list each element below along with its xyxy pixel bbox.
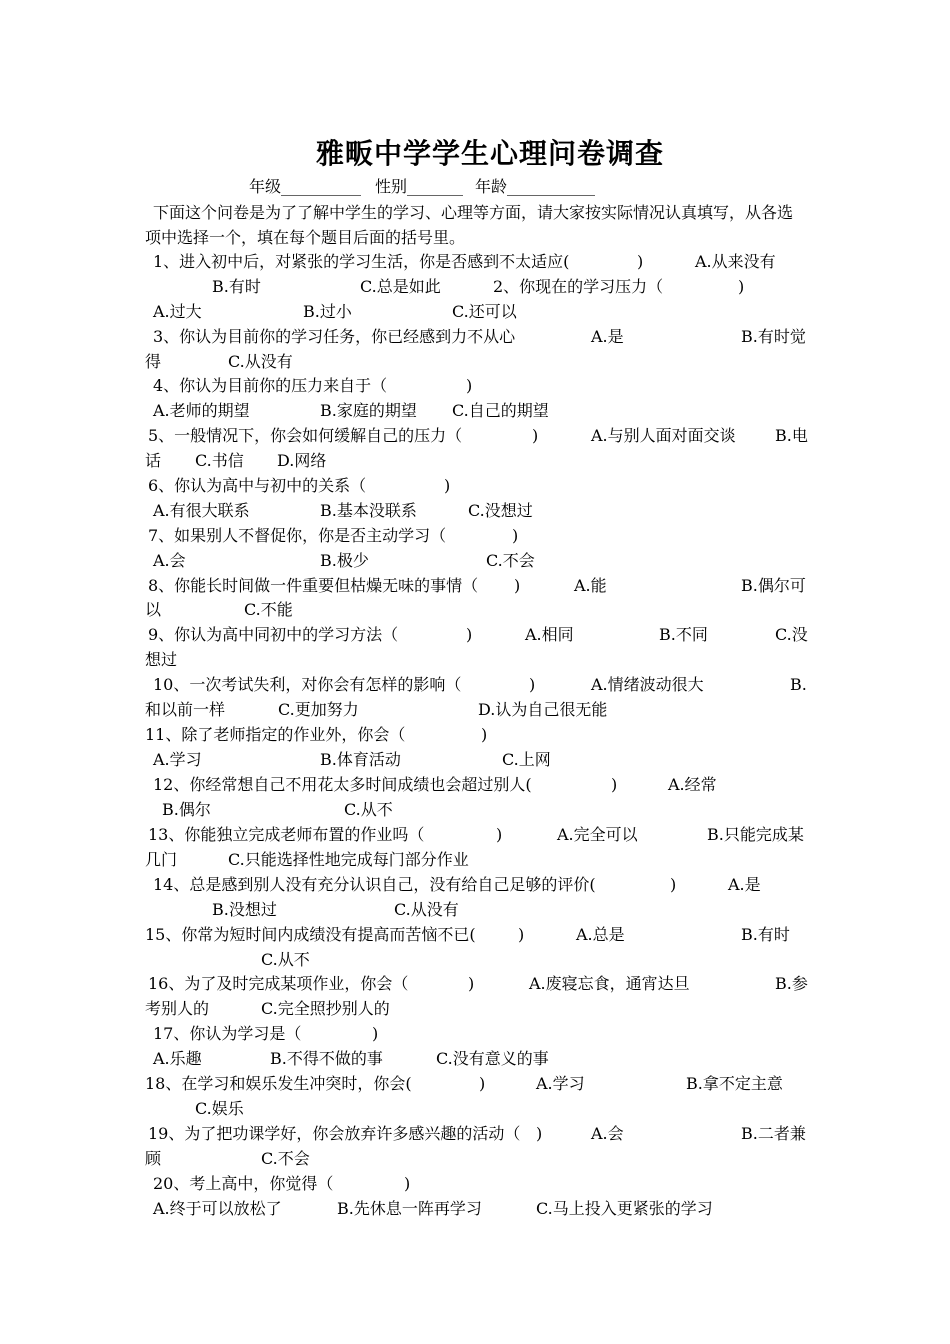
question-9-option-b: B.不同 <box>659 625 708 644</box>
question-3-option-a: A.是 <box>591 327 624 346</box>
question-6: 6、你认为高中与初中的关系（ <box>148 476 367 495</box>
question-16-option-b-cont: 考别人的 <box>145 999 210 1018</box>
question-16-option-b: B.参 <box>775 974 808 993</box>
question-1-paren: ) <box>637 252 644 271</box>
question-15-option-c: C.从不 <box>261 950 310 969</box>
question-16: 16、为了及时完成某项作业，你会（ <box>148 974 409 993</box>
question-13-option-b: B.只能完成某 <box>707 825 804 844</box>
question-14-option-b: B.没想过 <box>212 900 277 919</box>
question-16-paren: ) <box>468 974 475 993</box>
question-2-option-b: B.过小 <box>303 302 352 321</box>
question-12-option-c: C.从不 <box>344 800 393 819</box>
page-title: 雅畈中学学生心理问卷调查 <box>315 137 664 170</box>
question-4-option-c: C.自己的期望 <box>452 401 549 420</box>
question-20-option-b: B.先休息一阵再学习 <box>337 1199 482 1218</box>
question-17-option-c: C.没有意义的事 <box>436 1049 549 1068</box>
question-7-paren: ) <box>512 526 519 545</box>
question-11: 11、除了老师指定的作业外，你会（ <box>145 725 406 744</box>
question-5: 5、一般情况下，你会如何缓解自己的压力（ <box>148 426 463 445</box>
question-18-paren: ) <box>479 1074 486 1093</box>
question-18-option-b: B.拿不定主意 <box>686 1074 783 1093</box>
question-4-paren: ) <box>466 376 473 395</box>
question-10-paren: ) <box>529 675 536 694</box>
question-10-option-b-cont: 和以前一样 <box>145 700 226 719</box>
question-5-option-b-cont: 话 <box>145 451 162 470</box>
question-12-paren: ) <box>611 775 618 794</box>
question-8-option-c: C.不能 <box>244 600 293 619</box>
question-6-paren: ) <box>444 476 451 495</box>
question-13-option-c: C.只能选择性地完成每门部分作业 <box>228 850 469 869</box>
question-9-option-a: A.相同 <box>525 625 574 644</box>
question-11-option-a: A.学习 <box>153 750 202 769</box>
question-8-option-b: B.偶尔可 <box>741 576 806 595</box>
question-2-option-a: A.过大 <box>153 302 202 321</box>
question-14-option-c: C.从没有 <box>394 900 459 919</box>
question-18-option-a: A.学习 <box>536 1074 585 1093</box>
question-18: 18、在学习和娱乐发生冲突时，你会( <box>145 1074 412 1093</box>
question-19-option-b: B.二者兼 <box>741 1124 806 1143</box>
question-14-paren: ) <box>670 875 677 894</box>
question-2: 2、你现在的学习压力（ <box>493 277 664 296</box>
question-19-option-c: C.不会 <box>261 1149 310 1168</box>
question-8-option-a: A.能 <box>574 576 607 595</box>
question-13-option-a: A.完全可以 <box>557 825 638 844</box>
question-3-option-c: C.从没有 <box>228 352 293 371</box>
question-10-option-d: D.认为自己很无能 <box>478 700 608 719</box>
question-7-option-a: A.会 <box>153 551 186 570</box>
question-7-option-b: B.极少 <box>320 551 369 570</box>
question-12-option-b: B.偶尔 <box>162 800 211 819</box>
question-19-option-b-cont: 顾 <box>145 1149 162 1168</box>
question-8-paren: ) <box>514 576 521 595</box>
grade-field: 年级__________ <box>249 177 362 196</box>
question-20: 20、考上高中，你觉得（ <box>153 1174 334 1193</box>
question-17-paren: ) <box>372 1024 379 1043</box>
question-5-option-b: B.电 <box>775 426 808 445</box>
question-5-option-c: C.书信 <box>195 451 244 470</box>
question-4-option-b: B.家庭的期望 <box>320 401 417 420</box>
question-7: 7、如果别人不督促你，你是否主动学习（ <box>148 526 447 545</box>
question-17-option-a: A.乐趣 <box>153 1049 202 1068</box>
question-15: 15、你常为短时间内成绩没有提高而苦恼不已( <box>145 925 476 944</box>
question-8: 8、你能长时间做一件重要但枯燥无味的事情（ <box>148 576 479 595</box>
question-3-option-b: B.有时觉 <box>741 327 806 346</box>
question-7-option-c: C.不会 <box>486 551 535 570</box>
question-6-option-a: A.有很大联系 <box>153 501 250 520</box>
question-1-option-c: C.总是如此 <box>360 277 441 296</box>
question-10: 10、一次考试失利，对你会有怎样的影响（ <box>153 675 462 694</box>
question-3-option-b-cont: 得 <box>145 352 162 371</box>
question-19: 19、为了把功课学好，你会放弃许多感兴趣的活动（ <box>148 1124 521 1143</box>
question-10-option-b: B. <box>790 675 807 694</box>
question-20-paren: ) <box>404 1174 411 1193</box>
intro-line-2: 项中选择一个，填在每个题目后面的括号里。 <box>145 228 466 247</box>
question-17-option-b: B.不得不做的事 <box>270 1049 383 1068</box>
question-13-option-b-cont: 几门 <box>145 850 178 869</box>
question-19-paren: ) <box>536 1124 543 1143</box>
question-14-option-a: A.是 <box>728 875 761 894</box>
question-2-paren: ) <box>738 277 745 296</box>
question-9-option-c: C.没 <box>775 625 808 644</box>
question-1: 1、进入初中后，对紧张的学习生活，你是否感到不太适应( <box>153 252 570 271</box>
question-20-option-c: C.马上投入更紧张的学习 <box>536 1199 713 1218</box>
question-4: 4、你认为目前你的压力来自于（ <box>153 376 388 395</box>
question-13-paren: ) <box>496 825 503 844</box>
question-10-option-a: A.情绪波动很大 <box>591 675 704 694</box>
question-20-option-a: A.终于可以放松了 <box>153 1199 282 1218</box>
question-3: 3、你认为目前你的学习任务，你已经感到力不从心 <box>153 327 516 346</box>
age-field: 年龄___________ <box>475 177 596 196</box>
question-10-option-c: C.更加努力 <box>278 700 359 719</box>
question-9-option-c-cont: 想过 <box>145 650 178 669</box>
question-19-option-a: A.会 <box>591 1124 624 1143</box>
question-11-option-b: B.体育活动 <box>320 750 401 769</box>
question-2-option-c: C.还可以 <box>452 302 517 321</box>
question-5-paren: ) <box>532 426 539 445</box>
question-4-option-a: A.老师的期望 <box>153 401 250 420</box>
question-5-option-d: D.网络 <box>277 451 327 470</box>
gender-field: 性别_______ <box>375 177 464 196</box>
question-15-option-b: B.有时 <box>741 925 790 944</box>
question-14: 14、总是感到别人没有充分认识自己，没有给自己足够的评价( <box>153 875 596 894</box>
question-15-option-a: A.总是 <box>576 925 625 944</box>
question-11-paren: ) <box>481 725 488 744</box>
question-18-option-c: C.娱乐 <box>195 1099 244 1118</box>
intro-line-1: 下面这个问卷是为了了解中学生的学习、心理等方面，请大家按实际情况认真填写，从各选 <box>153 203 794 222</box>
question-11-option-c: C.上网 <box>502 750 551 769</box>
question-5-option-a: A.与别人面对面交谈 <box>591 426 736 445</box>
question-8-option-b-cont: 以 <box>145 600 162 619</box>
question-12-option-a: A.经常 <box>668 775 717 794</box>
question-1-option-b: B.有时 <box>212 277 261 296</box>
question-1-option-a: A.从来没有 <box>695 252 776 271</box>
question-6-option-c: C.没想过 <box>468 501 533 520</box>
question-9: 9、你认为高中同初中的学习方法（ <box>148 625 399 644</box>
question-17: 17、你认为学习是（ <box>153 1024 302 1043</box>
question-9-paren: ) <box>466 625 473 644</box>
question-15-paren: ) <box>518 925 525 944</box>
question-16-option-c: C.完全照抄别人的 <box>261 999 390 1018</box>
question-6-option-b: B.基本没联系 <box>320 501 417 520</box>
question-12: 12、你经常想自己不用花太多时间成绩也会超过别人( <box>153 775 532 794</box>
question-13: 13、你能独立完成老师布置的作业吗（ <box>148 825 425 844</box>
question-16-option-a: A.废寝忘食，通宵达旦 <box>529 974 690 993</box>
